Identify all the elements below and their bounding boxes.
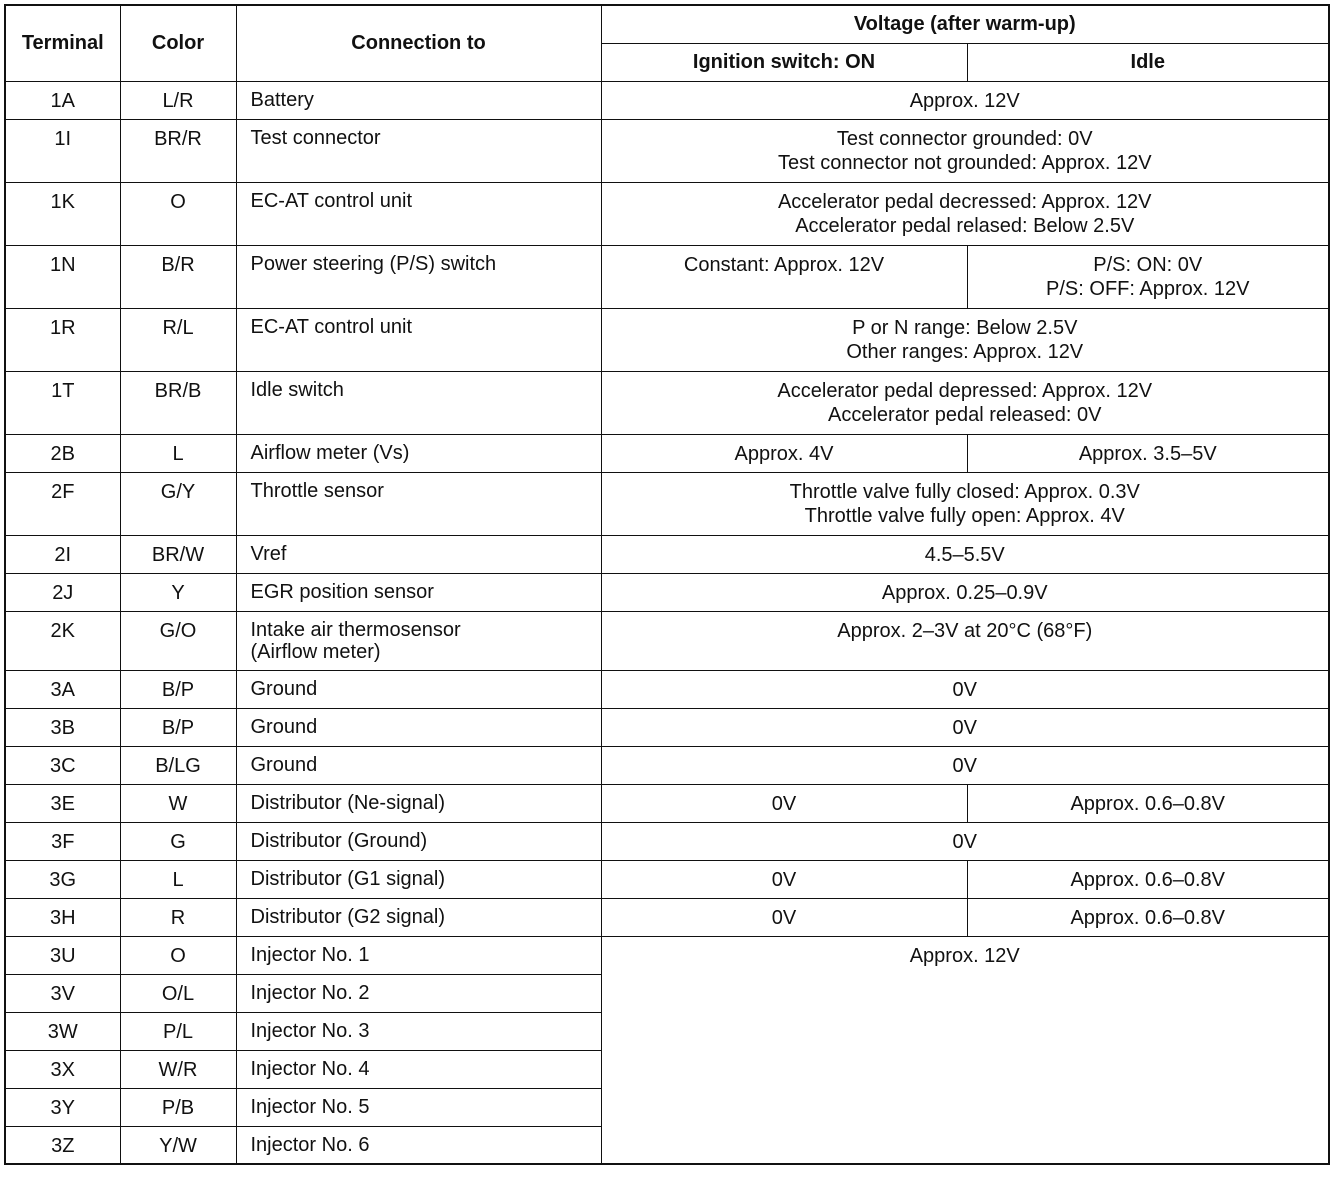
connection-cell xyxy=(236,1088,601,1126)
table-row xyxy=(5,434,1329,472)
header-terminal: Terminal xyxy=(5,5,120,81)
connection-cell xyxy=(236,1050,601,1088)
connection-cell xyxy=(236,81,601,119)
connection-cell xyxy=(236,974,601,1012)
connection-cell xyxy=(236,611,601,670)
table-row xyxy=(5,371,1329,434)
wire-color-cell: P/B xyxy=(120,1088,236,1126)
wire-color-cell: G xyxy=(120,822,236,860)
voltage-line: 0V xyxy=(771,868,797,891)
connection-line: Intake air thermosensor xyxy=(250,618,461,641)
connection-line: Ground xyxy=(250,715,318,738)
voltage-line: 0V xyxy=(952,754,977,777)
voltage-idle-cell xyxy=(967,898,1329,936)
voltage-line: 4.5–5.5V xyxy=(924,543,1005,566)
voltage-line: Approx. 3.5–5V xyxy=(1078,442,1217,465)
table-row xyxy=(5,245,1329,308)
voltage-ignition-cell xyxy=(601,784,967,822)
connection-cell xyxy=(236,1012,601,1050)
connection-cell xyxy=(236,245,601,308)
voltage-ignition-cell xyxy=(601,434,967,472)
voltage-line: Approx. 12V xyxy=(909,89,1020,112)
wire-color-cell: B/R xyxy=(120,245,236,308)
connection-cell xyxy=(236,822,601,860)
voltage-cell xyxy=(601,822,1329,860)
voltage-ignition-cell xyxy=(601,860,967,898)
connection-cell xyxy=(236,670,601,708)
connection-line: Power steering (P/S) switch xyxy=(250,252,497,275)
voltage-line: Approx. 2–3V at 20°C (68°F) xyxy=(837,619,1093,642)
terminal-cell: 2B xyxy=(5,434,120,472)
voltage-cell xyxy=(601,182,1329,245)
voltage-cell xyxy=(601,535,1329,573)
voltage-cell xyxy=(601,371,1329,434)
voltage-line: P/S: OFF: Approx. 12V xyxy=(1046,277,1250,300)
connection-cell xyxy=(236,860,601,898)
wire-color-cell: G/O xyxy=(120,611,236,670)
wire-color-cell: P/L xyxy=(120,1012,236,1050)
voltage-line: Approx. 4V xyxy=(734,442,834,465)
connection-line: Ground xyxy=(250,677,318,700)
voltage-cell xyxy=(601,936,1329,1164)
connection-line: EC-AT control unit xyxy=(250,315,413,338)
connection-cell xyxy=(236,182,601,245)
connection-cell xyxy=(236,535,601,573)
connection-cell xyxy=(236,434,601,472)
connection-cell xyxy=(236,936,601,974)
table-row xyxy=(5,182,1329,245)
connection-line: Airflow meter (Vs) xyxy=(250,441,410,464)
table-row xyxy=(5,573,1329,611)
terminal-cell: 3H xyxy=(5,898,120,936)
voltage-line: Constant: Approx. 12V xyxy=(683,253,885,276)
voltage-idle-cell xyxy=(967,784,1329,822)
terminal-cell: 3X xyxy=(5,1050,120,1088)
connection-cell xyxy=(236,119,601,182)
connection-cell xyxy=(236,784,601,822)
terminal-cell: 1N xyxy=(5,245,120,308)
connection-line: Test connector xyxy=(250,126,381,149)
voltage-cell xyxy=(601,472,1329,535)
wire-color-cell: BR/B xyxy=(120,371,236,434)
table-row xyxy=(5,860,1329,898)
voltage-line: Accelerator pedal depressed: Approx. 12V xyxy=(777,379,1153,402)
table-row xyxy=(5,81,1329,119)
voltage-ignition-cell xyxy=(601,245,967,308)
connection-line: Injector No. 6 xyxy=(250,1133,370,1156)
voltage-line: Test connector not grounded: Approx. 12V xyxy=(777,151,1152,174)
table-header xyxy=(5,5,1329,81)
connection-line: EC-AT control unit xyxy=(250,189,413,212)
terminal-cell: 3W xyxy=(5,1012,120,1050)
terminal-cell: 3Y xyxy=(5,1088,120,1126)
connection-line: Idle switch xyxy=(250,378,344,401)
voltage-idle-cell xyxy=(967,245,1329,308)
wire-color-cell: R/L xyxy=(120,308,236,371)
voltage-cell xyxy=(601,573,1329,611)
terminal-cell: 2F xyxy=(5,472,120,535)
terminal-cell: 2I xyxy=(5,535,120,573)
voltage-line: Test connector grounded: 0V xyxy=(836,127,1093,150)
table-row xyxy=(5,746,1329,784)
wire-color-cell: O/L xyxy=(120,974,236,1012)
connection-cell xyxy=(236,708,601,746)
header-ignition-on: Ignition switch: ON xyxy=(601,43,967,81)
connection-cell xyxy=(236,1126,601,1164)
terminal-cell: 3U xyxy=(5,936,120,974)
voltage-cell xyxy=(601,670,1329,708)
voltage-line: Accelerator pedal relased: Below 2.5V xyxy=(795,214,1135,237)
voltage-line: Approx. 0.6–0.8V xyxy=(1070,906,1226,929)
connection-line: Distributor (G1 signal) xyxy=(250,867,446,890)
connection-line: Injector No. 3 xyxy=(250,1019,370,1042)
header-color: Color xyxy=(120,5,236,81)
voltage-idle-cell xyxy=(967,434,1329,472)
terminal-cell: 1A xyxy=(5,81,120,119)
table-row xyxy=(5,611,1329,670)
connection-line: EGR position sensor xyxy=(250,580,434,603)
wire-color-cell: B/P xyxy=(120,670,236,708)
wire-color-cell: R xyxy=(120,898,236,936)
connection-line: Distributor (G2 signal) xyxy=(250,905,446,928)
terminal-cell: 1T xyxy=(5,371,120,434)
table-row xyxy=(5,119,1329,182)
connection-cell xyxy=(236,898,601,936)
terminal-cell: 1I xyxy=(5,119,120,182)
voltage-line: P or N range: Below 2.5V xyxy=(852,316,1078,339)
voltage-cell xyxy=(601,81,1329,119)
wire-color-cell: L/R xyxy=(120,81,236,119)
wire-color-cell: BR/W xyxy=(120,535,236,573)
table-row xyxy=(5,898,1329,936)
voltage-idle-cell xyxy=(967,860,1329,898)
voltage-line: Accelerator pedal decressed: Approx. 12V xyxy=(777,190,1152,213)
table-body xyxy=(5,81,1329,1164)
connection-line: Injector No. 4 xyxy=(250,1057,370,1080)
connection-line: Ground xyxy=(250,753,318,776)
wire-color-cell: W xyxy=(120,784,236,822)
wire-color-cell: B/LG xyxy=(120,746,236,784)
wire-color-cell: G/Y xyxy=(120,472,236,535)
terminal-cell: 1K xyxy=(5,182,120,245)
voltage-line: Approx. 12V xyxy=(909,944,1020,967)
voltage-cell xyxy=(601,708,1329,746)
header-idle: Idle xyxy=(967,43,1329,81)
table-row xyxy=(5,784,1329,822)
voltage-line: Approx. 0.6–0.8V xyxy=(1070,868,1226,891)
connection-cell xyxy=(236,371,601,434)
connection-line: Vref xyxy=(250,542,287,565)
terminal-cell: 2K xyxy=(5,611,120,670)
terminal-cell: 3F xyxy=(5,822,120,860)
connection-line: Injector No. 2 xyxy=(250,981,370,1004)
connection-line: Throttle sensor xyxy=(250,479,384,502)
voltage-cell xyxy=(601,746,1329,784)
voltage-cell xyxy=(601,308,1329,371)
wire-color-cell: B/P xyxy=(120,708,236,746)
terminal-voltage-table xyxy=(4,4,1330,1165)
voltage-line: 0V xyxy=(771,906,797,929)
voltage-line: 0V xyxy=(771,792,797,815)
header-voltage: Voltage (after warm-up) xyxy=(601,5,1329,43)
wire-color-cell: Y xyxy=(120,573,236,611)
voltage-line: Approx. 0.25–0.9V xyxy=(881,581,1048,604)
wire-color-cell: O xyxy=(120,936,236,974)
voltage-cell xyxy=(601,119,1329,182)
terminal-cell: 3C xyxy=(5,746,120,784)
table-row xyxy=(5,472,1329,535)
connection-cell xyxy=(236,573,601,611)
table-row xyxy=(5,936,1329,974)
wire-color-cell: L xyxy=(120,860,236,898)
connection-cell xyxy=(236,746,601,784)
connection-cell xyxy=(236,472,601,535)
connection-line: Distributor (Ground) xyxy=(250,829,428,852)
header-connection: Connection to xyxy=(236,5,601,81)
terminal-cell: 3V xyxy=(5,974,120,1012)
table-row xyxy=(5,822,1329,860)
voltage-ignition-cell xyxy=(601,898,967,936)
terminal-cell: 3Z xyxy=(5,1126,120,1164)
connection-line: Injector No. 5 xyxy=(250,1095,370,1118)
wire-color-cell: W/R xyxy=(120,1050,236,1088)
terminal-cell: 2J xyxy=(5,573,120,611)
terminal-cell: 3B xyxy=(5,708,120,746)
wire-color-cell: Y/W xyxy=(120,1126,236,1164)
wire-color-cell: BR/R xyxy=(120,119,236,182)
table-row xyxy=(5,535,1329,573)
terminal-cell: 1R xyxy=(5,308,120,371)
terminal-cell: 3E xyxy=(5,784,120,822)
wire-color-cell: L xyxy=(120,434,236,472)
voltage-line: 0V xyxy=(952,716,977,739)
voltage-line: Throttle valve fully closed: Approx. 0.3V xyxy=(789,480,1140,503)
table-row xyxy=(5,708,1329,746)
connection-line: Battery xyxy=(250,88,314,111)
wire-color-cell: O xyxy=(120,182,236,245)
voltage-line: Approx. 0.6–0.8V xyxy=(1070,792,1226,815)
voltage-cell xyxy=(601,611,1329,670)
connection-line: Distributor (Ne-signal) xyxy=(250,791,445,814)
table-row xyxy=(5,670,1329,708)
terminal-cell: 3A xyxy=(5,670,120,708)
connection-cell xyxy=(236,308,601,371)
voltage-line: Other ranges: Approx. 12V xyxy=(846,340,1084,363)
voltage-line: 0V xyxy=(952,678,977,701)
voltage-line: P/S: ON: 0V xyxy=(1093,253,1203,276)
voltage-line: 0V xyxy=(952,830,977,853)
table-row xyxy=(5,308,1329,371)
connection-line: (Airflow meter) xyxy=(250,640,381,663)
terminal-cell: 3G xyxy=(5,860,120,898)
voltage-line: Accelerator pedal released: 0V xyxy=(828,403,1102,426)
voltage-line: Throttle valve fully open: Approx. 4V xyxy=(804,504,1125,527)
connection-line: Injector No. 1 xyxy=(250,943,370,966)
